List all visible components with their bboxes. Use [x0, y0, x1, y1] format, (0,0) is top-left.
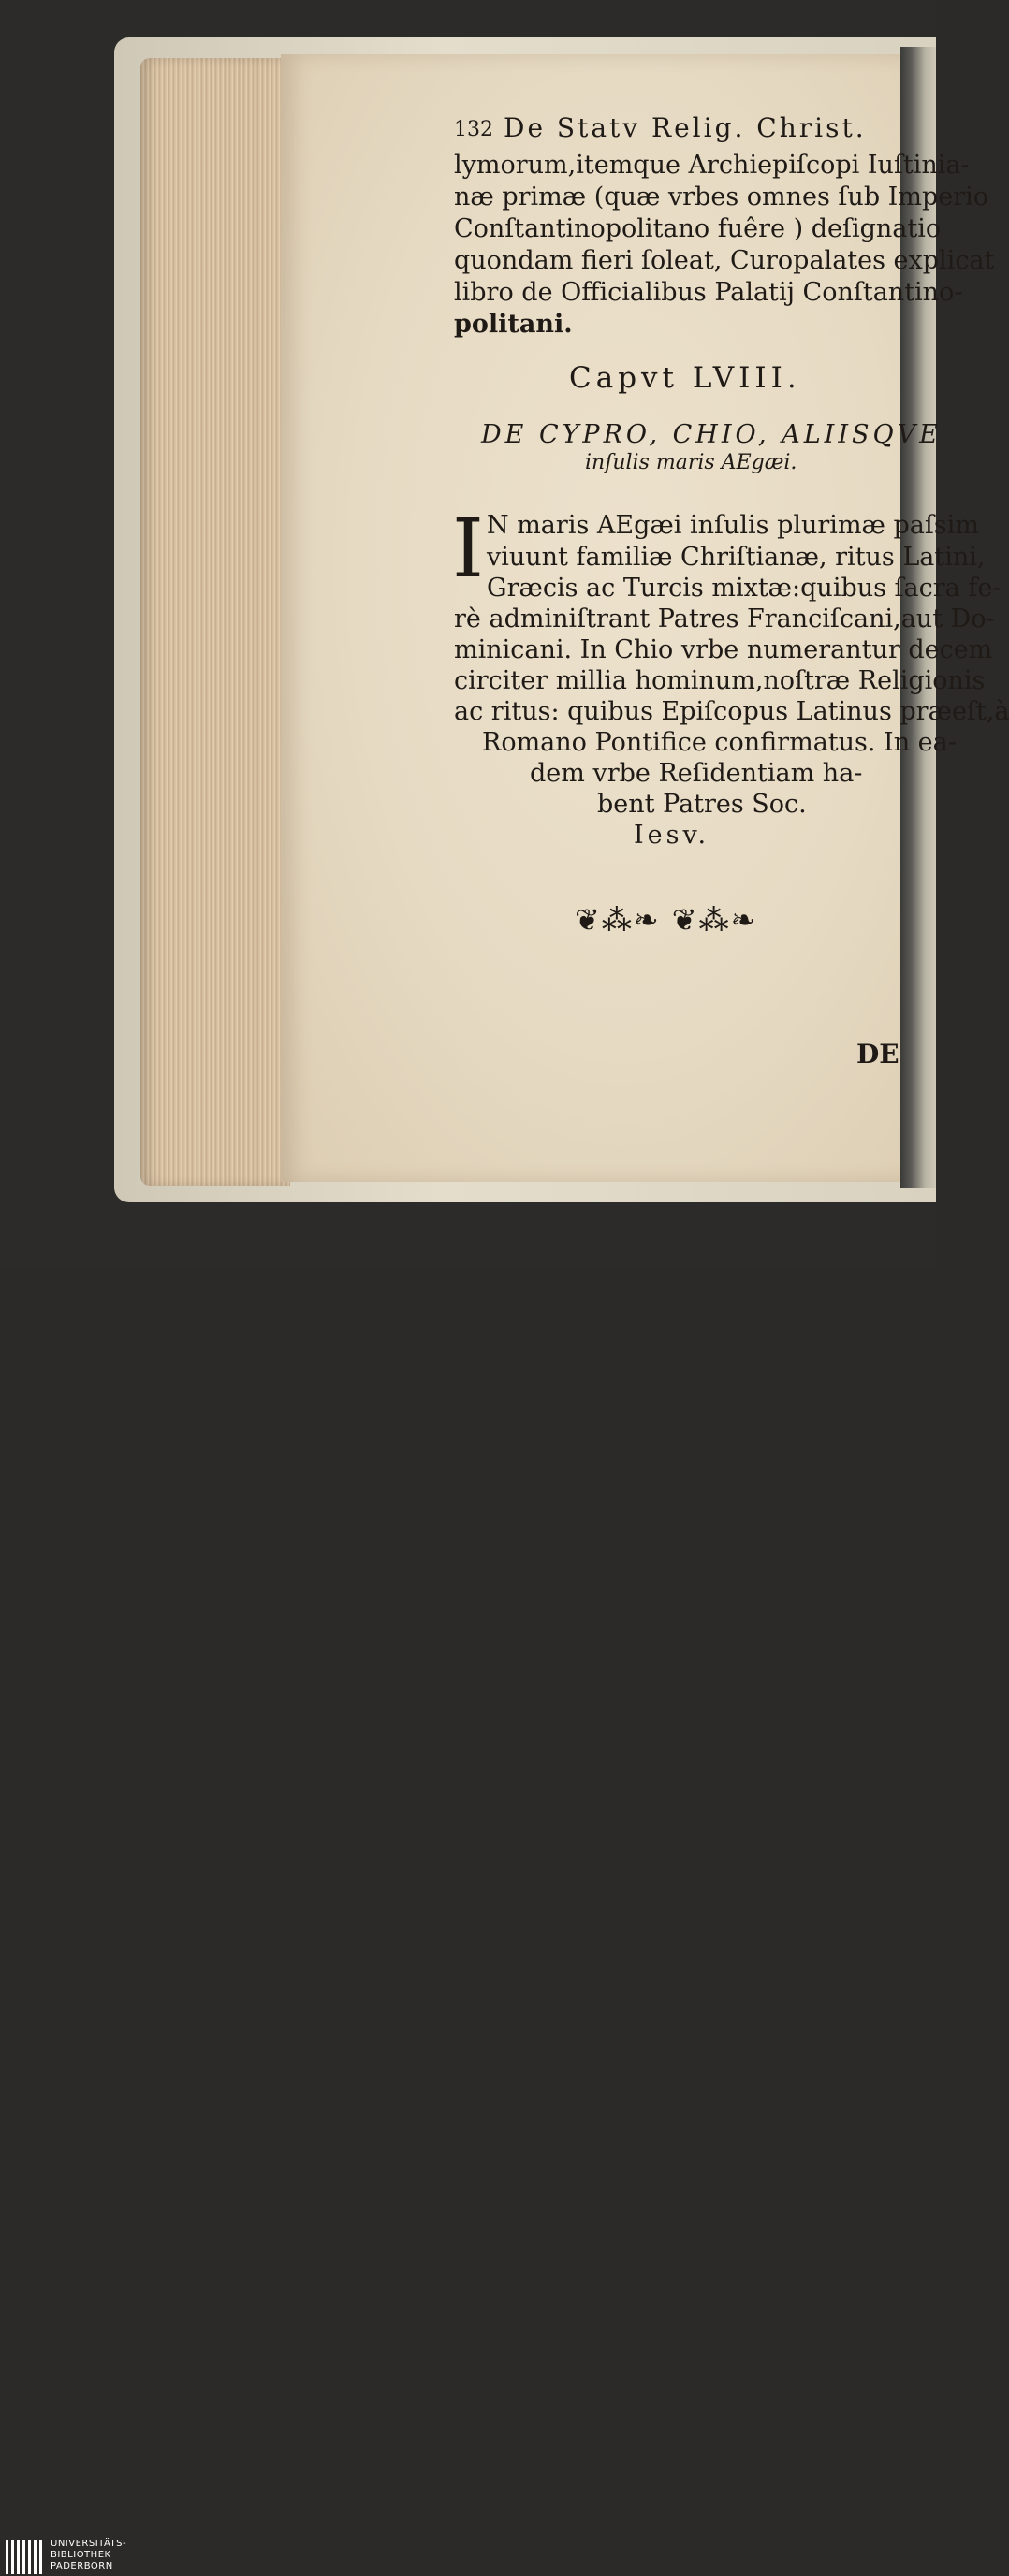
chapter-subheading-2: inſulis maris AEgæi.	[585, 451, 797, 474]
library-name-line: BIBLIOTHEK	[51, 2550, 111, 2560]
page-edges	[140, 58, 290, 1186]
body-line: rè adminiſtrant Patres Franciſcani,aut Do-	[454, 604, 995, 633]
body-line: Iesv.	[634, 821, 710, 850]
body-line: dem vrbe Reſidentiam ha-	[530, 759, 863, 788]
body-line: bent Patres Soc.	[597, 790, 807, 819]
body-line: circiter millia hominum,noſtræ Religionis	[454, 666, 986, 695]
body-line: Græcis ac Turcis mixtæ:quibus ſacra fe-	[487, 574, 1002, 603]
drop-cap: I	[452, 502, 484, 596]
library-name-line: PADERBORN	[51, 2561, 113, 2571]
body-line: N maris AEgæi inſulis plurimæ paſsim	[487, 511, 979, 540]
footer-bar	[0, 1268, 936, 2571]
printer-ornament: ❦⁂❧ ❦⁂❧	[575, 902, 758, 938]
library-logo-icon	[6, 2539, 43, 2576]
body-line: næ primæ (quæ vrbes omnes ſub Imperio	[454, 182, 989, 211]
running-head: De Statv Relig. Christ.	[504, 112, 867, 143]
body-line: Romano Pontifice confirmatus. In ea-	[482, 728, 957, 757]
body-line: politani.	[454, 310, 573, 339]
chapter-subheading: DE CYPRO, CHIO, ALIISQVE	[481, 420, 942, 449]
library-name-line: UNIVERSITÄTS-	[51, 2539, 127, 2549]
body-line: ac ritus: quibus Epiſcopus Latinus præeſt,à	[454, 697, 1009, 726]
body-line: viuunt familiæ Chriſtianæ, ritus Latini,	[487, 543, 986, 572]
scan-viewer	[0, 0, 1009, 1268]
chapter-heading: Capvt LVIII.	[569, 361, 801, 395]
body-line: lymorum,itemque Archiepiſcopi Iuſtinia-	[454, 151, 970, 180]
body-line: minicani. In Chio vrbe numerantur decem	[454, 635, 993, 664]
body-line: libro de Officialibus Palatij Conſtantino-	[454, 278, 963, 307]
body-line: quondam fieri ſoleat, Curopalates explicat	[454, 246, 995, 275]
page-number: 132	[454, 118, 493, 141]
catchword: DE	[856, 1039, 899, 1070]
body-line: Conſtantinopolitano fuêre ) deſignatio	[454, 214, 942, 243]
